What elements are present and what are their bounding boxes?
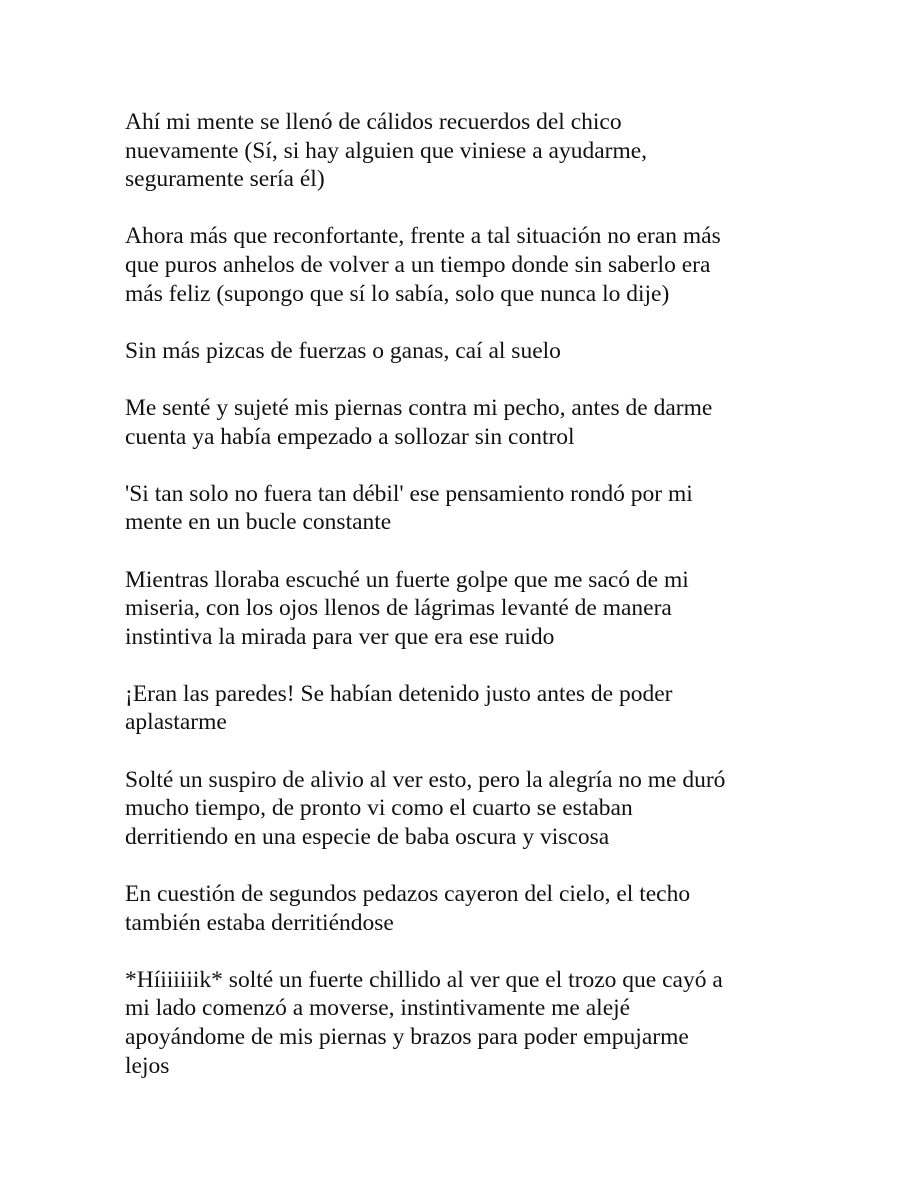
paragraph-9: En cuestión de segundos pedazos cayeron del cielo, el techo también estaba derritiéndose bbox=[125, 881, 691, 936]
paragraph-6: Mientras lloraba escuché un fuerte golpe que me sacó de mi miseria, con los ojos llenos de lágrimas levanté de manera instintiva la mirada para ver que era ese ruido bbox=[125, 566, 689, 650]
paragraph-5: 'Si tan solo no fuera tan débil' ese pensamiento rondó por mi mente en un bucle constante bbox=[125, 480, 693, 536]
paragraph-8: Solté un suspiro de alivio al ver esto, pero la alegría no me duró mucho tiempo, de pronto vi como el cuarto se estaban derritiendo en una especie de baba oscura y viscosa bbox=[125, 766, 726, 850]
paragraph-1: Ahí mi mente se llenó de cálidos recuerdos del chico nuevamente (Sí, si hay alguien que viniese a ayudarme, seguramente sería él) bbox=[125, 109, 648, 193]
paragraph-3: Sin más pizcas de fuerzas o ganas, caí al suelo bbox=[125, 337, 561, 364]
paragraph-10: *Híiiiiiik* solté un fuerte chillido al ver que el trozo que cayó a mi lado comenzó a moverse, instintivamente me alejé apoyándome de mis piernas y brazos para poder empujarme lejos bbox=[125, 966, 723, 1079]
paragraph-4: Me senté y sujeté mis piernas contra mi pecho, antes de darme cuenta ya había empezado a sollozar sin control bbox=[125, 394, 713, 450]
document-body bbox=[125, 108, 790, 1109]
paragraph-7: ¡Eran las paredes! Se habían detenido justo antes de poder aplastarme bbox=[125, 680, 673, 736]
paragraph-2: Ahora más que reconfortante, frente a tal situación no eran más que puros anhelos de volver a un tiempo donde sin saberlo era más feliz (supongo que sí lo sabía, solo que nunca lo dije) bbox=[125, 223, 721, 307]
